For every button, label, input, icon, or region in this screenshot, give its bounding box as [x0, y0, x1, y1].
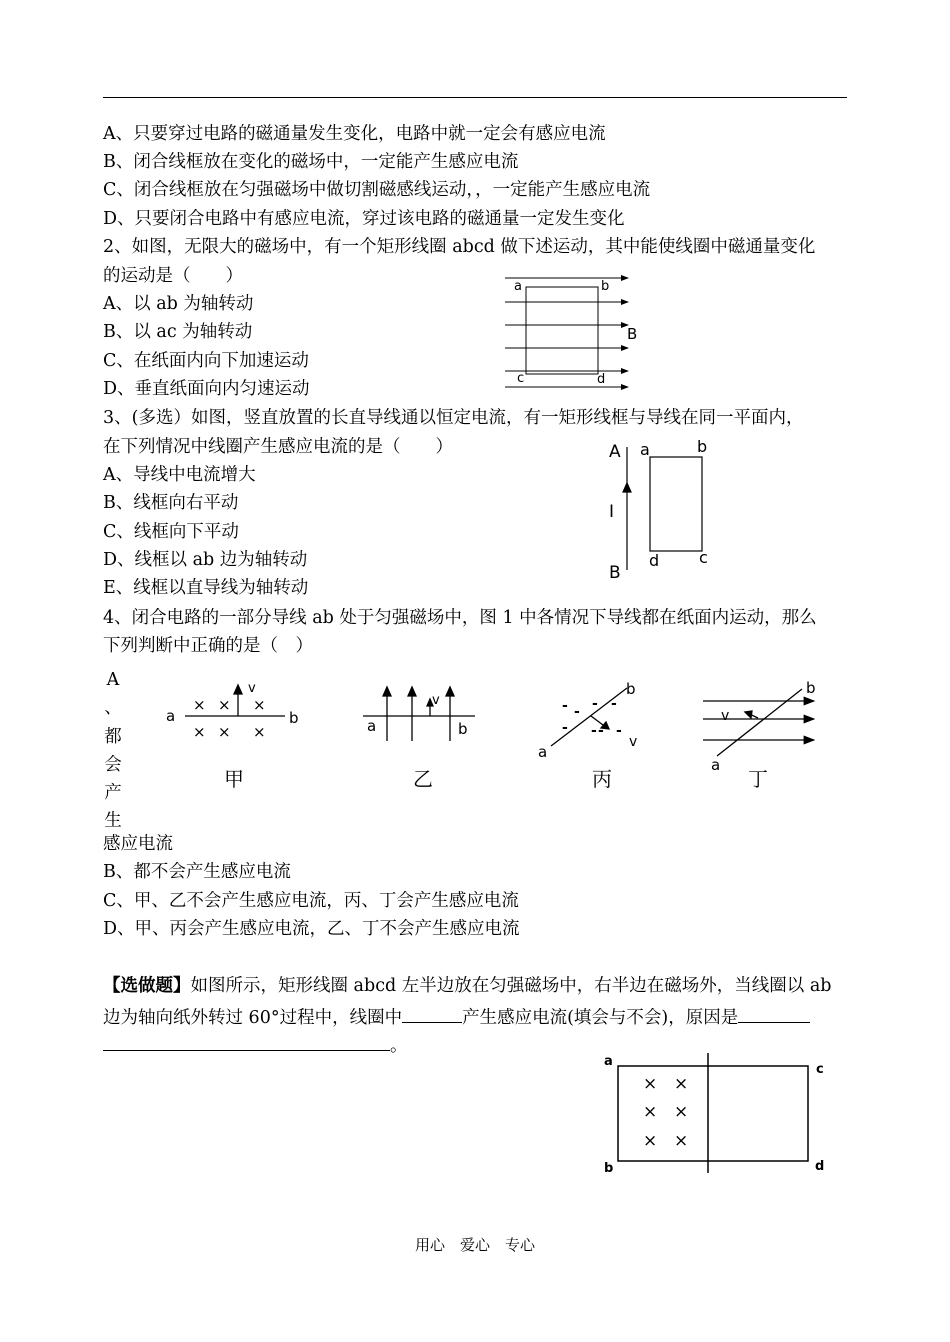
q4-stem-line2: 下列判断中正确的是（ ） [103, 636, 313, 656]
q4-option-a-char: 生 [104, 811, 122, 832]
q1-option-c: C、闭合线框放在匀强磁场中做切割磁感线运动，，一定能产生感应电流 [103, 180, 651, 200]
q4-option-b: B、都不会产生感应电流 [103, 862, 291, 882]
q1-option-a: A、只要穿过电路的磁通量发生变化，电路中就一定会有感应电流 [103, 124, 606, 144]
q5-label-d: d [815, 1159, 825, 1174]
svg-text:×: × [674, 1074, 689, 1094]
q4-jia-label-a: a [166, 707, 176, 725]
q2-option-a: A、以 ab 为轴转动 [103, 294, 254, 314]
svg-text:-: - [591, 723, 597, 739]
svg-text:×: × [674, 1102, 689, 1122]
q2-label-field-b: B [627, 325, 638, 343]
svg-text:×: × [643, 1102, 658, 1122]
q4-option-c: C、甲、乙不会产生感应电流，丙、丁会产生感应电流 [103, 891, 519, 911]
svg-text:×: × [253, 723, 266, 741]
q5-label: 【选做题】 [103, 976, 191, 996]
q1-option-b: B、闭合线框放在变化的磁场中，一定能产生感应电流 [103, 152, 519, 172]
q4-figure-ding [700, 676, 830, 796]
q2-label-d: d [597, 372, 606, 387]
q2-label-b: b [601, 279, 610, 294]
q3-stem-line2: 在下列情况中线圈产生感应电流的是（ ） [103, 437, 453, 457]
q3-label-wire-a: A [609, 442, 621, 462]
q3-label-a: a [640, 440, 650, 459]
q4-figure-jia [160, 676, 310, 796]
svg-text:-: - [611, 696, 617, 712]
q4-bing-label-v: v [629, 734, 638, 750]
svg-text:×: × [253, 696, 266, 714]
svg-text:×: × [218, 723, 231, 741]
q2-label-a: a [514, 279, 522, 294]
q3-option-a: A、导线中电流增大 [103, 465, 256, 485]
q4-option-a-char: 都 [104, 726, 122, 747]
q2-option-b: B、以 ac 为轴转动 [103, 322, 253, 342]
q3-stem-line1: 3、(多选）如图，竖直放置的长直导线通以恒定电流，有一矩形线框与导线在同一平面内， [103, 408, 804, 428]
q4-option-a-char: 、 [104, 698, 122, 719]
q5-line1 [103, 976, 831, 996]
q4-bing-caption: 丙 [592, 767, 612, 791]
svg-text:-: - [592, 696, 598, 712]
q4-option-a-vertical [103, 666, 123, 836]
q5-blank-2-cont[interactable] [103, 1033, 390, 1051]
q3-label-c: c [699, 548, 708, 567]
q4-figure-yi [355, 676, 485, 796]
svg-text:×: × [193, 723, 206, 741]
q4-option-a-char: A [106, 670, 120, 690]
q5-line2 [103, 1005, 810, 1028]
q1-option-d: D、只要闭合电路中有感应电流，穿过该电路的磁通量一定发生变化 [103, 209, 625, 229]
q3-label-b: b [697, 437, 708, 456]
q4-ding-caption: 丁 [748, 767, 768, 791]
q4-ding-label-a: a [711, 756, 721, 774]
q5-line2-b: 产生感应电流(填会与不会)，原因是 [462, 1008, 739, 1028]
q2-label-c: c [517, 371, 525, 386]
q4-bing-label-b: b [626, 680, 636, 698]
svg-text:-: - [574, 704, 580, 720]
q5-line3-end: 。 [390, 1036, 408, 1056]
q2-option-c: C、在纸面内向下加速运动 [103, 351, 309, 371]
svg-text:×: × [643, 1074, 658, 1094]
q4-option-a-char: 产 [104, 783, 122, 804]
svg-text:×: × [643, 1131, 658, 1151]
q4-jia-caption: 甲 [224, 767, 244, 791]
q5-line1-text: 如图所示，矩形线圈 abcd 左半边放在匀强磁场中，右半边在磁场外，当线圈以 ab [190, 976, 832, 996]
q5-figure-coil-half-field [598, 1048, 838, 1178]
q4-option-d: D、甲、丙会产生感应电流，乙、丁不会产生感应电流 [103, 919, 520, 939]
q3-option-b: B、线框向右平动 [103, 493, 239, 513]
svg-text:-: - [562, 720, 568, 736]
q4-ding-label-b: b [806, 679, 816, 697]
q3-label-d: d [649, 551, 660, 570]
q4-bing-label-a: a [538, 743, 548, 761]
q3-label-current: I [609, 502, 615, 522]
svg-text:-: - [562, 698, 568, 714]
q5-blank-1[interactable] [402, 1005, 462, 1023]
q3-option-c: C、线框向下平动 [103, 522, 239, 542]
q4-yi-caption: 乙 [413, 767, 433, 791]
q4-jia-label-b: b [289, 709, 299, 727]
q2-stem-line2: 的运动是（ ） [103, 266, 243, 286]
page-footer: 用心 爱心 专心 [414, 1236, 535, 1254]
q3-option-d: D、线框以 ab 边为轴转动 [103, 550, 308, 570]
q5-blank-2[interactable] [738, 1005, 810, 1023]
q4-figure-bing [535, 676, 655, 796]
q3-figure-wire-and-frame [600, 435, 720, 585]
q4-option-a-tail: 感应电流 [103, 834, 173, 854]
q5-line3 [103, 1033, 408, 1056]
q5-label-c: c [816, 1062, 824, 1077]
q3-option-e: E、线框以直导线为轴转动 [103, 578, 309, 598]
q2-figure-coil-in-field [500, 272, 650, 397]
q5-label-b: b [604, 1161, 614, 1176]
svg-text:-: - [598, 723, 604, 739]
q2-option-d: D、垂直纸面向内匀速运动 [103, 379, 310, 399]
top-rule [103, 97, 847, 98]
svg-text:×: × [193, 696, 206, 714]
q4-yi-label-b: b [458, 720, 468, 738]
svg-text:×: × [218, 696, 231, 714]
q3-label-wire-b: B [609, 563, 621, 583]
svg-text:-: - [616, 723, 622, 739]
q4-option-a-char: 会 [104, 754, 122, 775]
q2-stem-line1: 2、如图，无限大的磁场中，有一个矩形线圈 abcd 做下述运动，其中能使线圈中磁通量变化 [103, 237, 816, 257]
q4-yi-label-v: v [432, 693, 440, 708]
q4-jia-label-v: v [248, 681, 256, 696]
q4-stem-line1: 4、闭合电路的一部分导线 ab 处于匀强磁场中，图 1 中各情况下导线都在纸面内运动，那么 [103, 608, 817, 628]
q5-line2-a: 边为轴向纸外转过 60°过程中，线圈中 [103, 1008, 403, 1028]
q5-label-a: a [604, 1054, 613, 1069]
q4-yi-label-a: a [367, 717, 377, 735]
svg-text:×: × [674, 1131, 689, 1151]
q4-ding-label-v: v [721, 708, 730, 724]
